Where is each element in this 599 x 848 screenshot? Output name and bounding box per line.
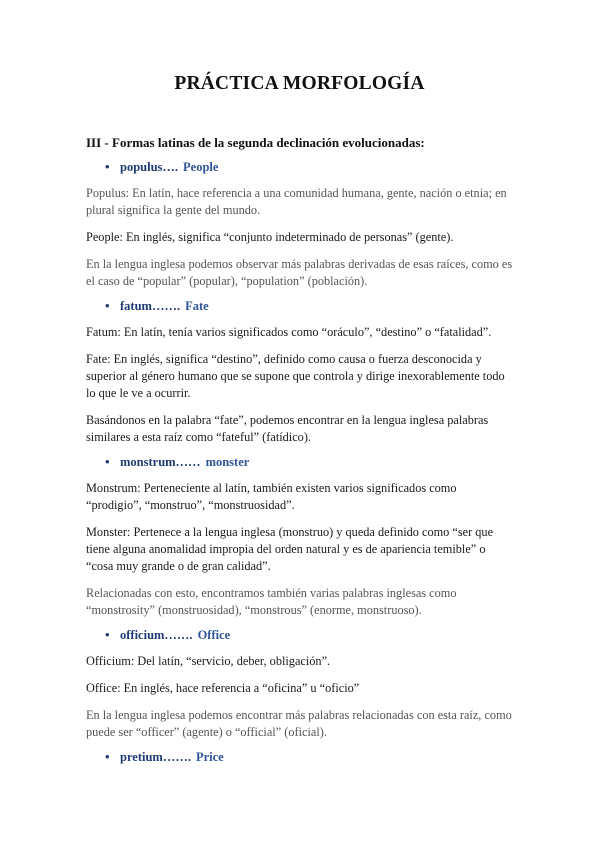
bullet-icon: • xyxy=(105,627,110,642)
paragraph: Monster: Pertenece a la lengua inglesa (monstruo) y queda definido como “ser que tiene alguna anomalidad impropia del orden natural y es de apariencia temible” o “cosa muy grande o de gran calidad”. xyxy=(86,525,494,573)
paragraph: Populus: En latín, hace referencia a una comunidad humana, gente, nación o etnia; en plural significa la gente del mundo. xyxy=(86,186,507,217)
paragraph: Monstrum: Perteneciente al latín, también existen varios significados como “prodigio”, “monstruo”, “monstruosidad”. xyxy=(86,481,457,512)
latin-word: pretium……. xyxy=(120,749,191,764)
paragraph: Office: En inglés, hace referencia a “oficina” u “oficio” xyxy=(86,681,360,695)
english-word: monster xyxy=(205,454,250,469)
entry-heading-officium xyxy=(105,627,513,643)
english-word: Office xyxy=(197,627,231,642)
paragraph: People: En inglés, significa “conjunto indeterminado de personas” (gente). xyxy=(86,230,454,244)
entry-heading-fatum xyxy=(105,298,513,314)
page-title: PRÁCTICA MORFOLOGÍA xyxy=(174,73,425,94)
paragraph: Fatum: En latín, tenía varios significados como “oráculo”, “destino” o “fatalidad”. xyxy=(86,325,492,339)
paragraph: Officium: Del latín, “servicio, deber, obligación”. xyxy=(86,654,331,668)
latin-word: monstrum…… xyxy=(120,454,201,469)
english-word: Price xyxy=(195,749,224,764)
latin-word: officium……. xyxy=(120,627,193,642)
entry-heading-pretium xyxy=(105,749,513,765)
paragraph: En la lengua inglesa podemos observar más palabras derivadas de esas raíces, como es el caso de “popular” (popular), “population” (población). xyxy=(86,257,513,288)
bullet-icon: • xyxy=(105,454,110,469)
bullet-icon: • xyxy=(105,749,110,764)
section-heading: III - Formas latinas de la segunda declinación evolucionadas: xyxy=(86,135,425,150)
paragraph: Fate: En inglés, significa “destino”, definido como causa o fuerza desconocida y superior al género humano que se supone que controla y dirige inexorablemente todo lo que le ve a ocurrir. xyxy=(86,352,505,400)
paragraph: Basándonos en la palabra “fate”, podemos encontrar en la lengua inglesa palabras similares a esta raíz como “fateful” (fatídico). xyxy=(86,413,489,444)
latin-word: populus…. xyxy=(120,159,179,174)
entry-heading-monstrum xyxy=(105,454,513,470)
bullet-icon: • xyxy=(105,298,110,313)
latin-word: fatum……. xyxy=(120,298,181,313)
english-word: People xyxy=(183,159,219,174)
english-word: Fate xyxy=(185,298,209,313)
paragraph: En la lengua inglesa podemos encontrar más palabras relacionadas con esta raíz, como puede ser “officer” (agente) o “official” (oficial). xyxy=(86,708,512,739)
bullet-icon: • xyxy=(105,159,110,174)
paragraph: Relacionadas con esto, encontramos también varias palabras inglesas como “monstrosity” (monstruosidad), “monstrous” (enorme, monstruoso). xyxy=(86,586,457,617)
entry-heading-populus xyxy=(105,159,513,175)
